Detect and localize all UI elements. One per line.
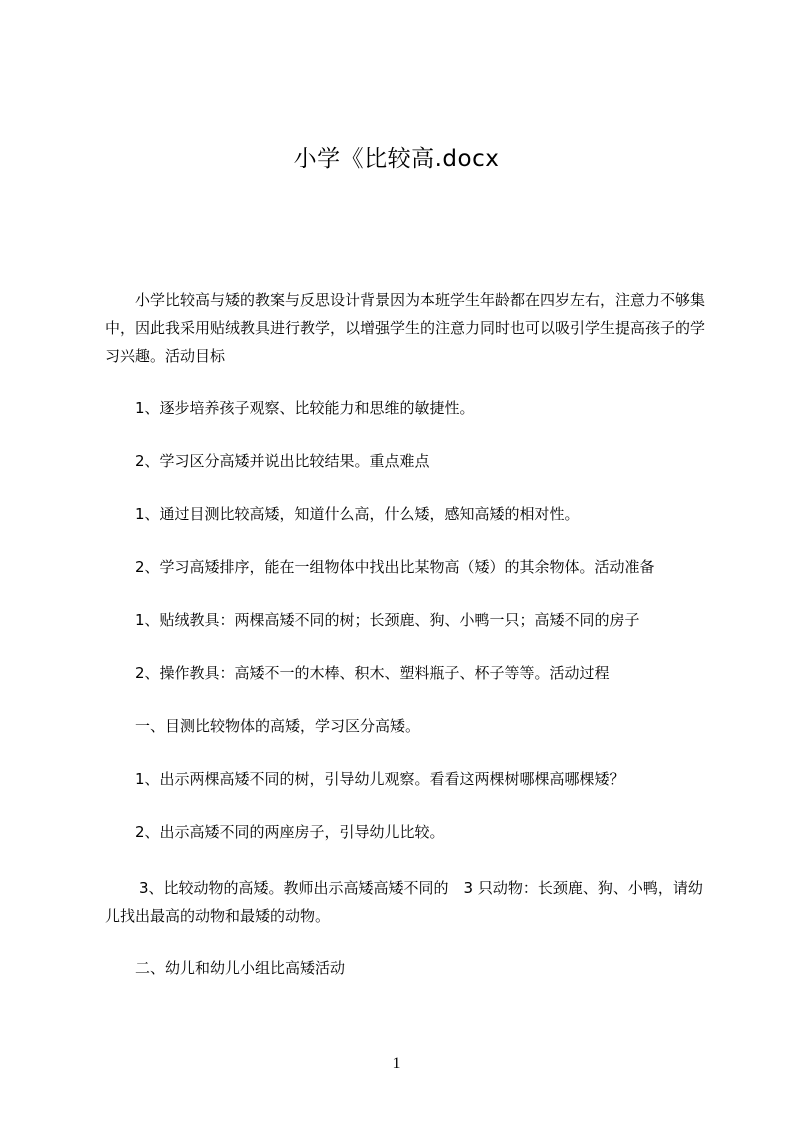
paragraph-line: 1、通过目测比较高矮，知道什么高，什么矮，感知高矮的相对性。 [135,505,580,523]
paragraph-line: 2、学习高矮排序，能在一组物体中找出比某物高（矮）的其余物体。活动准备 [135,558,655,576]
document-title: 小学《比较高.docx [293,146,500,172]
paragraph-line: 1、贴绒教具：两棵高矮不同的树；长颈鹿、狗、小鸭一只；高矮不同的房子 [135,611,640,629]
intro-paragraph [105,286,705,370]
paragraph-line: 一、目测比较物体的高矮，学习区分高矮。 [135,717,421,735]
paragraph-line: 2、操作教具：高矮不一的木棒、积木、塑料瓶子、杯子等等。活动过程 [135,664,610,682]
paragraph-line: 2、学习区分高矮并说出比较结果。重点难点 [135,452,430,470]
paragraph-line: 1、逐步培养孩子观察、比较能力和思维的敏捷性。 [135,399,475,417]
section-heading: 二、幼儿和幼儿小组比高矮活动 [135,959,346,977]
paragraph-line: 1、出示两棵高矮不同的树，引导幼儿观察。看看这两棵树哪棵高哪棵矮？ [135,770,625,788]
paragraph-line: 2、出示高矮不同的两座房子，引导幼儿比较。 [135,823,445,841]
animal-comparison-text: 3、比较动物的高矮。教师出示高矮高矮不同的 3 只动物：长颈鹿、狗、小鸭，请幼儿找出最高的动物和最矮的动物。 [105,879,703,925]
page-number: 1 [392,1055,401,1072]
intro-text: 小学比较高与矮的教案与反思设计背景因为本班学生年龄都在四岁左右，注意力不够集中，因此我采用贴绒教具进行教学，以增强学生的注意力同时也可以吸引学生提高孩子的学习兴趣。活动目标 [105,291,706,365]
animal-comparison-paragraph [105,874,711,930]
